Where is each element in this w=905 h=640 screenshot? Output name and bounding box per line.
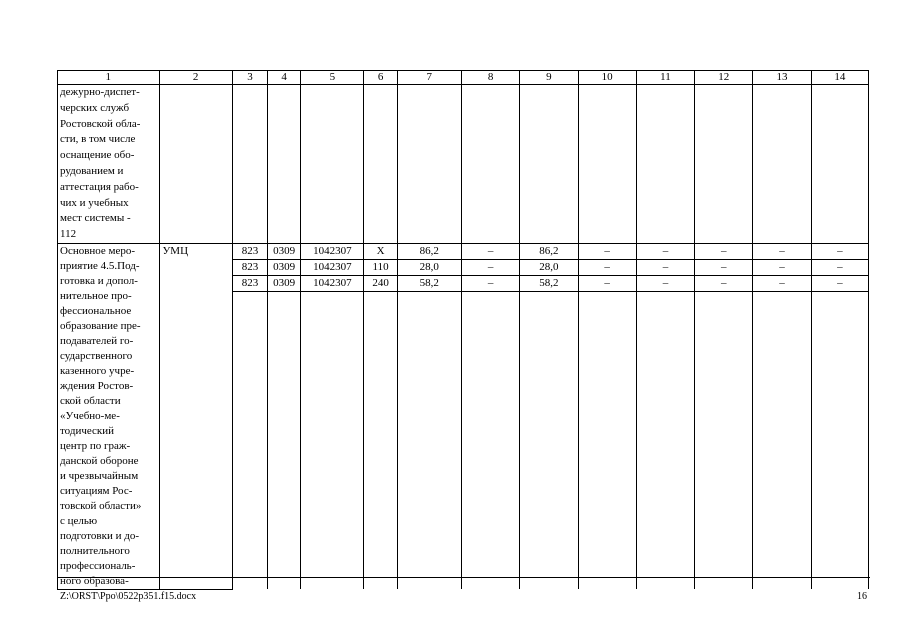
cell-value: 58,2 <box>520 275 578 291</box>
empty-cell <box>232 291 267 589</box>
cell-grbs: 823 <box>232 259 267 275</box>
table-row <box>58 243 869 259</box>
empty-cell <box>636 291 694 589</box>
cell-total: 86,2 <box>397 243 461 259</box>
cell-value: 86,2 <box>520 243 578 259</box>
column-number: 13 <box>753 71 811 85</box>
column-number: 7 <box>397 71 461 85</box>
cell-value: – <box>811 243 868 259</box>
cell-csr: 1042307 <box>301 275 364 291</box>
cell-value: – <box>753 275 811 291</box>
cell-vr: 240 <box>364 275 397 291</box>
table-bottom-border <box>57 577 870 578</box>
cell-vr: Х <box>364 243 397 259</box>
empty-cell <box>753 85 811 244</box>
empty-cell <box>159 85 232 244</box>
cell-value: – <box>578 275 636 291</box>
empty-cell <box>397 291 461 589</box>
empty-cell <box>268 291 301 589</box>
cell-value: – <box>811 259 868 275</box>
column-number: 4 <box>268 71 301 85</box>
empty-cell <box>461 291 519 589</box>
empty-cell <box>461 85 519 244</box>
cell-rzpr: 0309 <box>268 259 301 275</box>
empty-cell <box>364 291 397 589</box>
cell-rzpr: 0309 <box>268 275 301 291</box>
column-number: 2 <box>159 71 232 85</box>
cell-value: – <box>636 275 694 291</box>
cell-grbs: 823 <box>232 275 267 291</box>
cell-value: – <box>461 259 519 275</box>
empty-cell <box>695 291 753 589</box>
column-number: 14 <box>811 71 868 85</box>
column-number: 10 <box>578 71 636 85</box>
empty-cell <box>232 85 267 244</box>
cell-value: – <box>811 275 868 291</box>
cell-value: – <box>636 259 694 275</box>
cell-value: – <box>461 243 519 259</box>
column-number: 6 <box>364 71 397 85</box>
empty-cell <box>301 85 364 244</box>
empty-cell <box>636 85 694 244</box>
column-number: 9 <box>520 71 578 85</box>
empty-cell <box>301 291 364 589</box>
empty-cell <box>578 291 636 589</box>
page-number: 16 <box>857 591 867 602</box>
event-executor: УМЦ <box>159 243 232 589</box>
empty-cell <box>268 85 301 244</box>
cell-vr: 110 <box>364 259 397 275</box>
empty-cell <box>364 85 397 244</box>
cell-total: 28,0 <box>397 259 461 275</box>
cell-value: – <box>461 275 519 291</box>
cell-value: – <box>695 243 753 259</box>
empty-cell <box>753 291 811 589</box>
column-number: 11 <box>636 71 694 85</box>
footer-file-path: Z:\ORST\Ppo\0522p351.f15.docx <box>60 591 197 602</box>
prev-item-description: дежурно-диспет- черских служб Ростовской обла- сти, в том числе оснащение обо- рудованием и аттестация рабо- чих и учебных мест системы - 112 <box>58 85 160 244</box>
cell-rzpr: 0309 <box>268 243 301 259</box>
empty-cell <box>578 85 636 244</box>
cell-total: 58,2 <box>397 275 461 291</box>
cell-value: – <box>578 243 636 259</box>
budget-table <box>57 70 869 590</box>
empty-cell <box>520 85 578 244</box>
cell-value: – <box>636 243 694 259</box>
column-number-row <box>58 71 869 85</box>
column-number: 1 <box>58 71 160 85</box>
cell-value: – <box>753 259 811 275</box>
empty-cell <box>695 85 753 244</box>
cell-grbs: 823 <box>232 243 267 259</box>
table-row <box>58 85 869 244</box>
cell-value: – <box>695 275 753 291</box>
column-number: 5 <box>301 71 364 85</box>
empty-cell <box>811 85 868 244</box>
column-number: 8 <box>461 71 519 85</box>
cell-value: 28,0 <box>520 259 578 275</box>
empty-cell <box>811 291 868 589</box>
column-number: 12 <box>695 71 753 85</box>
cell-csr: 1042307 <box>301 259 364 275</box>
cell-value: – <box>695 259 753 275</box>
empty-cell <box>397 85 461 244</box>
event-description: Основное меро- приятие 4.5.Под- готовка и допол- нительное про- фессиональное образование пре- подавателей го- сударственного казенного учре- ждения Ростов- ской области «Учебно-ме- тодический центр по граж- данской обороне и чрезвычайным ситуациям Рос- товской области» с целью подготовки и до- полнительного профессиональ- ного образова- <box>58 243 160 589</box>
column-number: 3 <box>232 71 267 85</box>
cell-csr: 1042307 <box>301 243 364 259</box>
cell-value: – <box>578 259 636 275</box>
empty-cell <box>520 291 578 589</box>
cell-value: – <box>753 243 811 259</box>
